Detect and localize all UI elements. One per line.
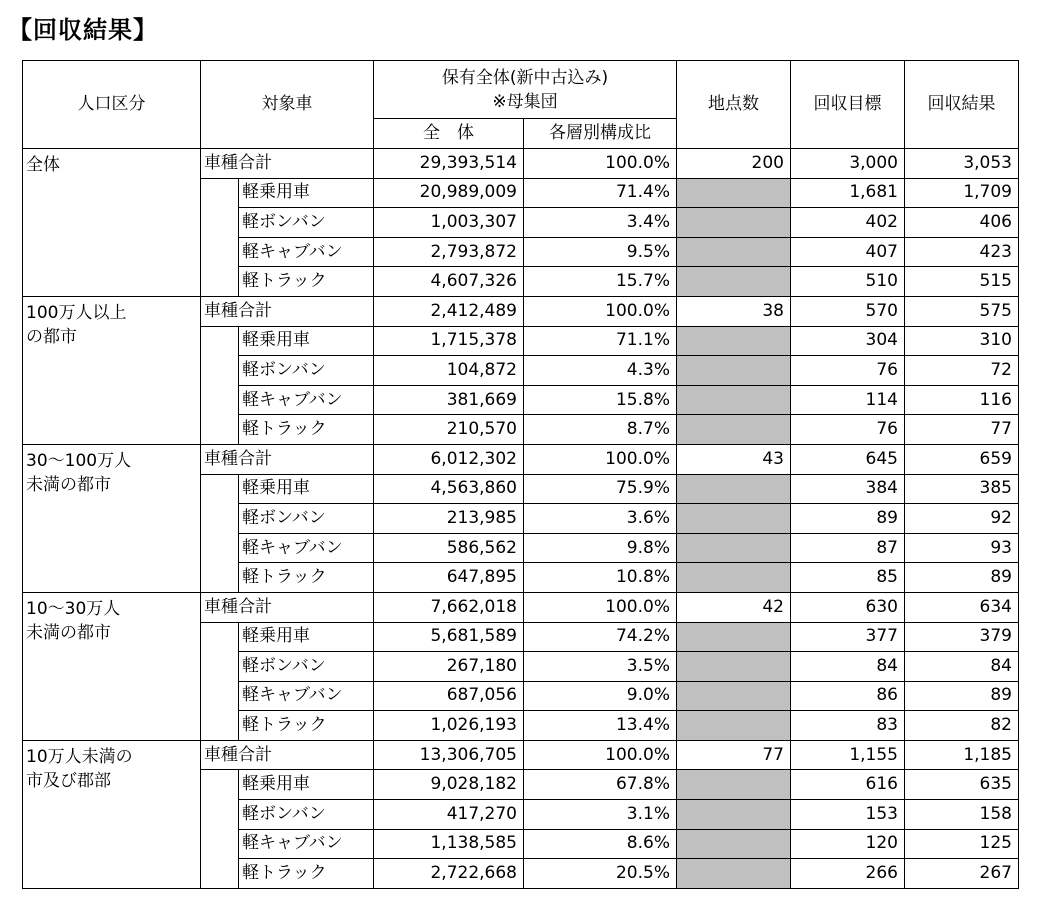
total-cell: 6,012,302 <box>374 444 524 474</box>
sites-cell-shaded <box>677 563 791 593</box>
vehicle-cell: 軽ボンバン <box>239 208 374 238</box>
target-cell: 114 <box>791 385 905 415</box>
result-cell: 3,053 <box>905 149 1019 179</box>
result-cell: 93 <box>905 533 1019 563</box>
target-cell: 407 <box>791 237 905 267</box>
vehicle-cell: 軽トラック <box>239 711 374 741</box>
sites-cell-shaded <box>677 267 791 297</box>
total-cell: 7,662,018 <box>374 592 524 622</box>
result-cell: 423 <box>905 237 1019 267</box>
population-group-label-line: 100万人以上 <box>26 302 127 323</box>
target-cell: 1,155 <box>791 740 905 770</box>
sites-cell: 38 <box>677 296 791 326</box>
header-holdings-line1: 保有全体(新中古込み) <box>441 67 609 88</box>
target-cell: 266 <box>791 859 905 889</box>
ratio-cell: 74.2% <box>524 622 677 652</box>
target-cell: 83 <box>791 711 905 741</box>
total-cell: 104,872 <box>374 356 524 386</box>
result-cell: 379 <box>905 622 1019 652</box>
vehicle-cell: 軽乗用車 <box>239 770 374 800</box>
result-cell: 515 <box>905 267 1019 297</box>
sites-cell-shaded <box>677 326 791 356</box>
result-cell: 575 <box>905 296 1019 326</box>
vehicle-cell: 軽ボンバン <box>239 356 374 386</box>
sites-cell: 43 <box>677 444 791 474</box>
header-population: 人口区分 <box>23 61 201 149</box>
indent-cell <box>201 267 239 297</box>
result-cell: 634 <box>905 592 1019 622</box>
result-cell: 635 <box>905 770 1019 800</box>
ratio-cell: 15.7% <box>524 267 677 297</box>
target-cell: 510 <box>791 267 905 297</box>
result-cell: 72 <box>905 356 1019 386</box>
result-cell: 385 <box>905 474 1019 504</box>
population-group-label <box>23 592 201 740</box>
header-result: 回収結果 <box>905 61 1019 149</box>
total-cell: 687,056 <box>374 681 524 711</box>
target-cell: 76 <box>791 356 905 386</box>
indent-cell <box>201 681 239 711</box>
ratio-cell: 4.3% <box>524 356 677 386</box>
ratio-cell: 9.0% <box>524 681 677 711</box>
population-group-label <box>23 149 201 297</box>
total-cell: 213,985 <box>374 504 524 534</box>
indent-cell <box>201 504 239 534</box>
header-total: 全 体 <box>374 119 524 149</box>
total-cell: 1,003,307 <box>374 208 524 238</box>
vehicle-cell: 車種合計 <box>201 444 374 474</box>
indent-cell <box>201 622 239 652</box>
indent-cell <box>201 770 239 800</box>
total-cell: 4,563,860 <box>374 474 524 504</box>
vehicle-cell: 軽乗用車 <box>239 326 374 356</box>
target-cell: 616 <box>791 770 905 800</box>
result-cell: 125 <box>905 829 1019 859</box>
sites-cell-shaded <box>677 711 791 741</box>
header-sites: 地点数 <box>677 61 791 149</box>
sites-cell-shaded <box>677 237 791 267</box>
sites-cell-shaded <box>677 681 791 711</box>
population-group-label-line: 全体 <box>26 155 60 175</box>
ratio-cell: 100.0% <box>524 296 677 326</box>
total-cell: 586,562 <box>374 533 524 563</box>
total-cell: 20,989,009 <box>374 178 524 208</box>
vehicle-cell: 軽ボンバン <box>239 504 374 534</box>
ratio-cell: 3.1% <box>524 800 677 830</box>
ratio-cell: 67.8% <box>524 770 677 800</box>
target-cell: 87 <box>791 533 905 563</box>
ratio-cell: 15.8% <box>524 385 677 415</box>
total-cell: 210,570 <box>374 415 524 445</box>
ratio-cell: 100.0% <box>524 740 677 770</box>
result-cell: 310 <box>905 326 1019 356</box>
sites-cell: 42 <box>677 592 791 622</box>
vehicle-cell: 軽キャブバン <box>239 385 374 415</box>
indent-cell <box>201 415 239 445</box>
result-cell: 406 <box>905 208 1019 238</box>
header-target: 回収目標 <box>791 61 905 149</box>
sites-cell-shaded <box>677 652 791 682</box>
target-cell: 76 <box>791 415 905 445</box>
target-cell: 402 <box>791 208 905 238</box>
indent-cell <box>201 652 239 682</box>
page-title: 【回収結果】 <box>8 16 158 44</box>
total-cell: 1,715,378 <box>374 326 524 356</box>
target-cell: 120 <box>791 829 905 859</box>
sites-cell-shaded <box>677 178 791 208</box>
vehicle-cell: 軽キャブバン <box>239 829 374 859</box>
table-row <box>23 296 1019 326</box>
target-cell: 153 <box>791 800 905 830</box>
population-group-label-line: 30～100万人 <box>26 450 132 471</box>
result-cell: 158 <box>905 800 1019 830</box>
result-cell: 267 <box>905 859 1019 889</box>
ratio-cell: 8.6% <box>524 829 677 859</box>
population-group-label <box>23 444 201 592</box>
ratio-cell: 71.1% <box>524 326 677 356</box>
sites-cell-shaded <box>677 533 791 563</box>
vehicle-cell: 軽ボンバン <box>239 652 374 682</box>
sites-cell-shaded <box>677 829 791 859</box>
sites-cell-shaded <box>677 622 791 652</box>
ratio-cell: 13.4% <box>524 711 677 741</box>
vehicle-cell: 軽乗用車 <box>239 178 374 208</box>
header-holdings-line2: ※母集団 <box>492 91 558 112</box>
target-cell: 570 <box>791 296 905 326</box>
table-header <box>23 61 1019 149</box>
result-cell: 116 <box>905 385 1019 415</box>
total-cell: 13,306,705 <box>374 740 524 770</box>
result-cell: 1,709 <box>905 178 1019 208</box>
sites-cell-shaded <box>677 859 791 889</box>
ratio-cell: 9.8% <box>524 533 677 563</box>
total-cell: 2,722,668 <box>374 859 524 889</box>
vehicle-cell: 軽乗用車 <box>239 622 374 652</box>
indent-cell <box>201 356 239 386</box>
table-row <box>23 592 1019 622</box>
ratio-cell: 100.0% <box>524 149 677 179</box>
population-group-label <box>23 296 201 444</box>
indent-cell <box>201 711 239 741</box>
ratio-cell: 71.4% <box>524 178 677 208</box>
vehicle-cell: 軽キャブバン <box>239 237 374 267</box>
population-group-label-line: 市及び郡部 <box>26 770 111 791</box>
sites-cell-shaded <box>677 770 791 800</box>
result-cell: 82 <box>905 711 1019 741</box>
vehicle-cell: 軽トラック <box>239 859 374 889</box>
population-group-label <box>23 740 201 888</box>
result-cell: 1,185 <box>905 740 1019 770</box>
ratio-cell: 9.5% <box>524 237 677 267</box>
total-cell: 4,607,326 <box>374 267 524 297</box>
vehicle-cell: 軽トラック <box>239 415 374 445</box>
target-cell: 85 <box>791 563 905 593</box>
target-cell: 1,681 <box>791 178 905 208</box>
result-cell: 92 <box>905 504 1019 534</box>
indent-cell <box>201 859 239 889</box>
total-cell: 267,180 <box>374 652 524 682</box>
total-cell: 2,412,489 <box>374 296 524 326</box>
population-group-label-line: の都市 <box>26 326 77 347</box>
population-group-label-line: 未満の都市 <box>26 474 111 495</box>
vehicle-cell: 軽キャブバン <box>239 533 374 563</box>
population-group-label-line: 10～30万人 <box>26 598 121 619</box>
ratio-cell: 100.0% <box>524 444 677 474</box>
vehicle-cell: 軽トラック <box>239 563 374 593</box>
indent-cell <box>201 385 239 415</box>
target-cell: 630 <box>791 592 905 622</box>
total-cell: 1,138,585 <box>374 829 524 859</box>
ratio-cell: 3.5% <box>524 652 677 682</box>
sites-cell-shaded <box>677 415 791 445</box>
indent-cell <box>201 208 239 238</box>
vehicle-cell: 車種合計 <box>201 296 374 326</box>
table-row <box>23 444 1019 474</box>
result-cell: 89 <box>905 563 1019 593</box>
sites-cell-shaded <box>677 385 791 415</box>
sites-cell: 77 <box>677 740 791 770</box>
total-cell: 381,669 <box>374 385 524 415</box>
ratio-cell: 75.9% <box>524 474 677 504</box>
vehicle-cell: 軽トラック <box>239 267 374 297</box>
target-cell: 304 <box>791 326 905 356</box>
target-cell: 3,000 <box>791 149 905 179</box>
result-cell: 89 <box>905 681 1019 711</box>
result-cell: 77 <box>905 415 1019 445</box>
sites-cell-shaded <box>677 474 791 504</box>
sites-cell-shaded <box>677 208 791 238</box>
target-cell: 384 <box>791 474 905 504</box>
indent-cell <box>201 178 239 208</box>
ratio-cell: 3.6% <box>524 504 677 534</box>
sites-cell: 200 <box>677 149 791 179</box>
ratio-cell: 3.4% <box>524 208 677 238</box>
total-cell: 2,793,872 <box>374 237 524 267</box>
result-cell: 659 <box>905 444 1019 474</box>
total-cell: 5,681,589 <box>374 622 524 652</box>
ratio-cell: 10.8% <box>524 563 677 593</box>
target-cell: 645 <box>791 444 905 474</box>
target-cell: 84 <box>791 652 905 682</box>
table-row <box>23 740 1019 770</box>
indent-cell <box>201 326 239 356</box>
header-holdings <box>374 61 677 119</box>
target-cell: 86 <box>791 681 905 711</box>
indent-cell <box>201 237 239 267</box>
sites-cell-shaded <box>677 504 791 534</box>
vehicle-cell: 軽ボンバン <box>239 800 374 830</box>
indent-cell <box>201 474 239 504</box>
header-vehicle: 対象車 <box>201 61 374 149</box>
ratio-cell: 8.7% <box>524 415 677 445</box>
sites-cell-shaded <box>677 800 791 830</box>
population-group-label-line: 未満の都市 <box>26 622 111 643</box>
vehicle-cell: 軽キャブバン <box>239 681 374 711</box>
target-cell: 377 <box>791 622 905 652</box>
table-body <box>23 149 1019 889</box>
results-table <box>22 60 1019 889</box>
ratio-cell: 100.0% <box>524 592 677 622</box>
population-group-label-line: 10万人未満の <box>26 746 133 767</box>
ratio-cell: 20.5% <box>524 859 677 889</box>
table-row <box>23 149 1019 179</box>
total-cell: 417,270 <box>374 800 524 830</box>
indent-cell <box>201 533 239 563</box>
indent-cell <box>201 563 239 593</box>
total-cell: 647,895 <box>374 563 524 593</box>
target-cell: 89 <box>791 504 905 534</box>
vehicle-cell: 車種合計 <box>201 149 374 179</box>
vehicle-cell: 車種合計 <box>201 740 374 770</box>
vehicle-cell: 軽乗用車 <box>239 474 374 504</box>
result-cell: 84 <box>905 652 1019 682</box>
total-cell: 9,028,182 <box>374 770 524 800</box>
indent-cell <box>201 829 239 859</box>
sites-cell-shaded <box>677 356 791 386</box>
indent-cell <box>201 800 239 830</box>
header-ratio: 各層別構成比 <box>524 119 677 149</box>
total-cell: 1,026,193 <box>374 711 524 741</box>
total-cell: 29,393,514 <box>374 149 524 179</box>
vehicle-cell: 車種合計 <box>201 592 374 622</box>
